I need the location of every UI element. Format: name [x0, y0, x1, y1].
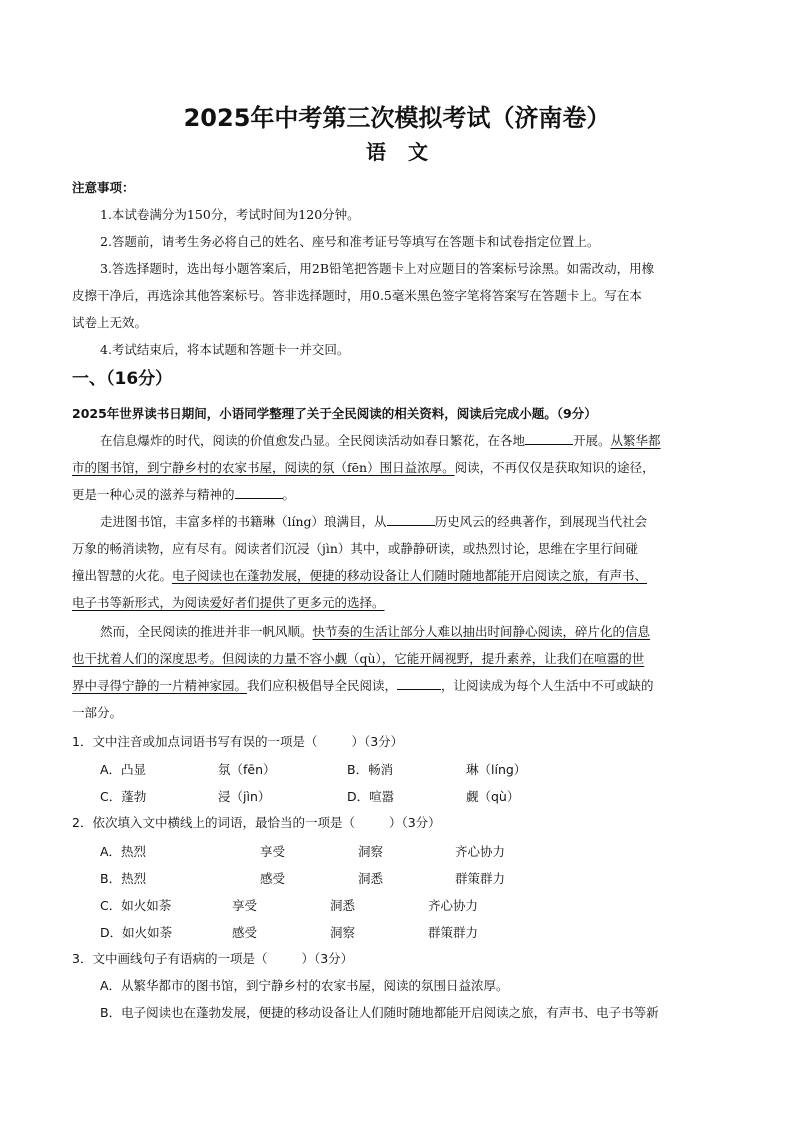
passage-p3-line1: 然而，全民阅读的推进并非一帆风顺。快节奏的生活让部分人难以抽出时间静心阅读，碎片化的信息	[100, 624, 651, 639]
subject-char-1: 语	[366, 140, 386, 164]
q1-option-b-word: B．畅消	[347, 762, 394, 777]
q1-option-c-word: C．蓬勃	[100, 789, 147, 804]
notice-item-2: 2.答题前，请考生务必将自己的姓名、座号和准考证号等填写在答题卡和试卷指定位置上。	[100, 234, 600, 249]
q2-option-c-3: 洞悉	[330, 898, 356, 913]
passage-p3-line4: 一部分。	[72, 705, 123, 720]
notice-item-1: 1.本试卷满分为150分，考试时间为120分钟。	[100, 207, 360, 222]
question-1-stem: 1．文中注音或加点词语书写有误的一项是（ ）（3分）	[72, 734, 404, 749]
q2-option-b-4: 群策群力	[455, 871, 506, 886]
section-heading: 一、（16分）	[72, 369, 173, 389]
q1-option-a-pinyin: 氛（fēn）	[218, 762, 276, 777]
q2-option-b-2: 感受	[260, 871, 286, 886]
q2-option-d-3: 洞察	[330, 925, 356, 940]
q2-option-a-2: 享受	[260, 844, 286, 859]
answer-blank-1	[525, 432, 573, 445]
q2-option-c-4: 齐心协力	[428, 898, 479, 913]
q1-option-c-pinyin: 浸（jìn）	[218, 789, 271, 804]
passage-p2-line2: 万象的畅消读物，应有尽有。阅读者们沉浸（jìn）其中，或静静研读，或热烈讨论，思维在字里行间碰	[72, 541, 638, 556]
passage-p2-line3: 撞出智慧的火花。电子阅读也在蓬勃发展，便捷的移动设备让人们随时随地都能开启阅读之旅，有声书、	[72, 568, 648, 583]
answer-blank-3	[387, 513, 435, 526]
q1-option-d-word: D．喧嚣	[347, 789, 395, 804]
answer-blank-4	[397, 677, 441, 690]
passage-p3-line3: 界中寻得宁静的一片精神家园。我们应积极倡导全民阅读， ，让阅读成为每个人生活中不可或缺的	[72, 678, 654, 693]
q2-option-d-2: 感受	[232, 925, 258, 940]
notice-item-3a: 3.答选择题时，选出每小题答案后，用2B铅笔把答题卡上对应题目的答案标号涂黑。如需改动，用橡	[100, 261, 655, 276]
q2-option-a-1: A．热烈	[100, 844, 147, 859]
q2-option-a-4: 齐心协力	[455, 844, 506, 859]
q3-option-a: A．从繁华都市的图书馆，到宁静乡村的农家书屋，阅读的氛围日益浓厚。	[100, 978, 509, 993]
passage-p1-line3: 更是一种心灵的滋养与精神的 。	[72, 487, 296, 502]
passage-p1-line2: 市的图书馆，到宁静乡村的农家书屋，阅读的氛（fēn）围日益浓厚。阅读，不再仅仅是获取知识的途径，	[72, 460, 655, 475]
passage-p2-line1: 走进图书馆，丰富多样的书籍琳（líng）琅满目，从 历史风云的经典著作，到展现当代社会	[100, 514, 648, 529]
notice-item-4: 4.考试结束后，将本试题和答题卡一并交回。	[100, 342, 350, 357]
notice-heading: 注意事项：	[72, 180, 135, 195]
notice-item-3c: 试卷上无效。	[72, 315, 148, 330]
notice-item-3b: 皮擦干净后，再选涂其他答案标号。答非选择题时，用0.5毫米黑色签字笔将答案写在答题卡上。写在本	[72, 288, 642, 303]
q1-option-b-pinyin: 琳（líng）	[466, 762, 527, 777]
answer-blank-2	[235, 486, 283, 499]
subject-char-2: 文	[408, 140, 428, 164]
q1-option-a-word: A．凸显	[100, 762, 147, 777]
q2-option-d-4: 群策群力	[428, 925, 479, 940]
underlined-sentence-c: 快节奏的生活让部分人难以抽出时间静心阅读，碎片化的信息	[312, 624, 651, 639]
passage-p1-line1: 在信息爆炸的时代，阅读的价值愈发凸显。全民阅读活动如春日繁花，在各地 开展。从繁华都	[100, 433, 661, 448]
question-2-stem: 2．依次填入文中横线上的词语，最恰当的一项是（ ）（3分）	[72, 815, 441, 830]
q2-option-b-3: 洞悉	[358, 871, 384, 886]
underlined-sentence-a: 从繁华都	[610, 433, 661, 448]
passage-p3-line2: 也干扰着人们的深度思考。但阅读的力量不容小觑（qù），它能开阔视野，提升素养，让我们在喧嚣的世	[72, 651, 645, 666]
underlined-sentence-b: 电子阅读也在蓬勃发展，便捷的移动设备让人们随时随地都能开启阅读之旅，有声书、	[172, 568, 648, 583]
q2-option-d-1: D．如火如荼	[100, 925, 173, 940]
q2-option-c-2: 享受	[232, 898, 258, 913]
section-intro: 2025年世界读书日期间，小语同学整理了关于全民阅读的相关资料，阅读后完成小题。（9分）	[72, 406, 597, 421]
q2-option-b-1: B．热烈	[100, 871, 147, 886]
q2-option-c-1: C．如火如荼	[100, 898, 172, 913]
question-3-stem: 3．文中画线句子有语病的一项是（ ）（3分）	[72, 951, 354, 966]
q2-option-a-3: 洞察	[358, 844, 384, 859]
exam-title: 2025年中考第三次模拟考试（济南卷）	[183, 104, 611, 132]
q1-option-d-pinyin: 觑（qù）	[466, 789, 520, 804]
q3-option-b: B．电子阅读也在蓬勃发展，便捷的移动设备让人们随时随地都能开启阅读之旅，有声书、电子书等新	[100, 1005, 659, 1020]
subject-title	[0, 136, 794, 165]
passage-p2-line4: 电子书等新形式，为阅读爱好者们提供了更多元的选择。	[72, 595, 385, 610]
